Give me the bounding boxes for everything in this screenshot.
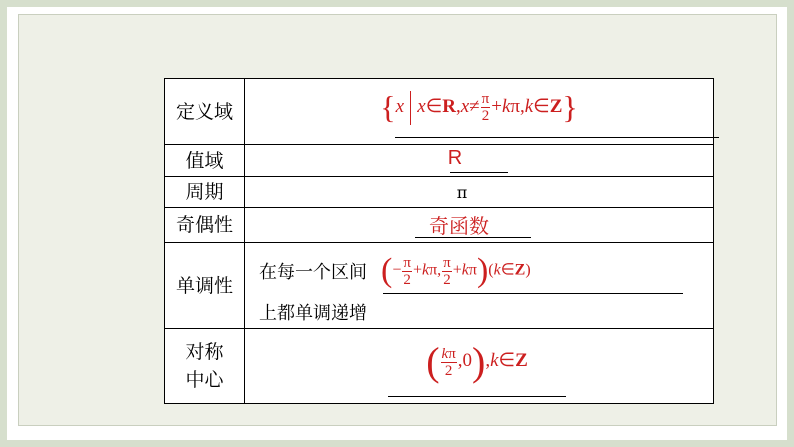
label-monotonicity: 单调性	[165, 243, 245, 329]
value-period	[245, 177, 714, 208]
label-symmetry-line2: 中心	[185, 369, 224, 391]
parity-answer: 奇函数	[429, 213, 489, 238]
label-domain: 定义域	[165, 79, 245, 145]
range-answer: R	[447, 147, 463, 169]
domain-expression: {x x∈R,x≠ $\frac{\pi}{2}$ +kπ,k∈Z}	[380, 89, 578, 125]
label-parity: 奇偶性	[165, 208, 245, 243]
value-domain	[245, 79, 714, 145]
symmetry-expression: ( $\frac{k\pi}{2}$ ,0),k∈Z	[426, 339, 528, 385]
monotonic-suffix: 上都单调递增	[259, 303, 367, 324]
period-value: π	[456, 182, 468, 202]
label-symmetry-line1: 对称	[185, 341, 224, 363]
value-symmetry-center	[245, 329, 714, 404]
table-row-monotonicity	[165, 243, 714, 329]
value-monotonicity	[245, 243, 714, 329]
label-range: 值域	[165, 145, 245, 177]
tangent-properties-table	[164, 78, 714, 404]
table-row-domain	[165, 79, 714, 145]
monotonic-interval: (− $\frac{\pi}{2}$ +kπ, $\frac{\pi}{2}$ +kπ)(k∈Z)	[381, 252, 531, 289]
value-range	[245, 145, 714, 177]
monotonic-prefix: 在每一个区间	[259, 262, 367, 283]
table-row-symmetry-center	[165, 329, 714, 404]
value-parity	[245, 208, 714, 243]
label-period: 周期	[165, 177, 245, 208]
table-row-period	[165, 177, 714, 208]
label-symmetry-center	[165, 329, 245, 404]
table-row-range	[165, 145, 714, 177]
table-row-parity	[165, 208, 714, 243]
